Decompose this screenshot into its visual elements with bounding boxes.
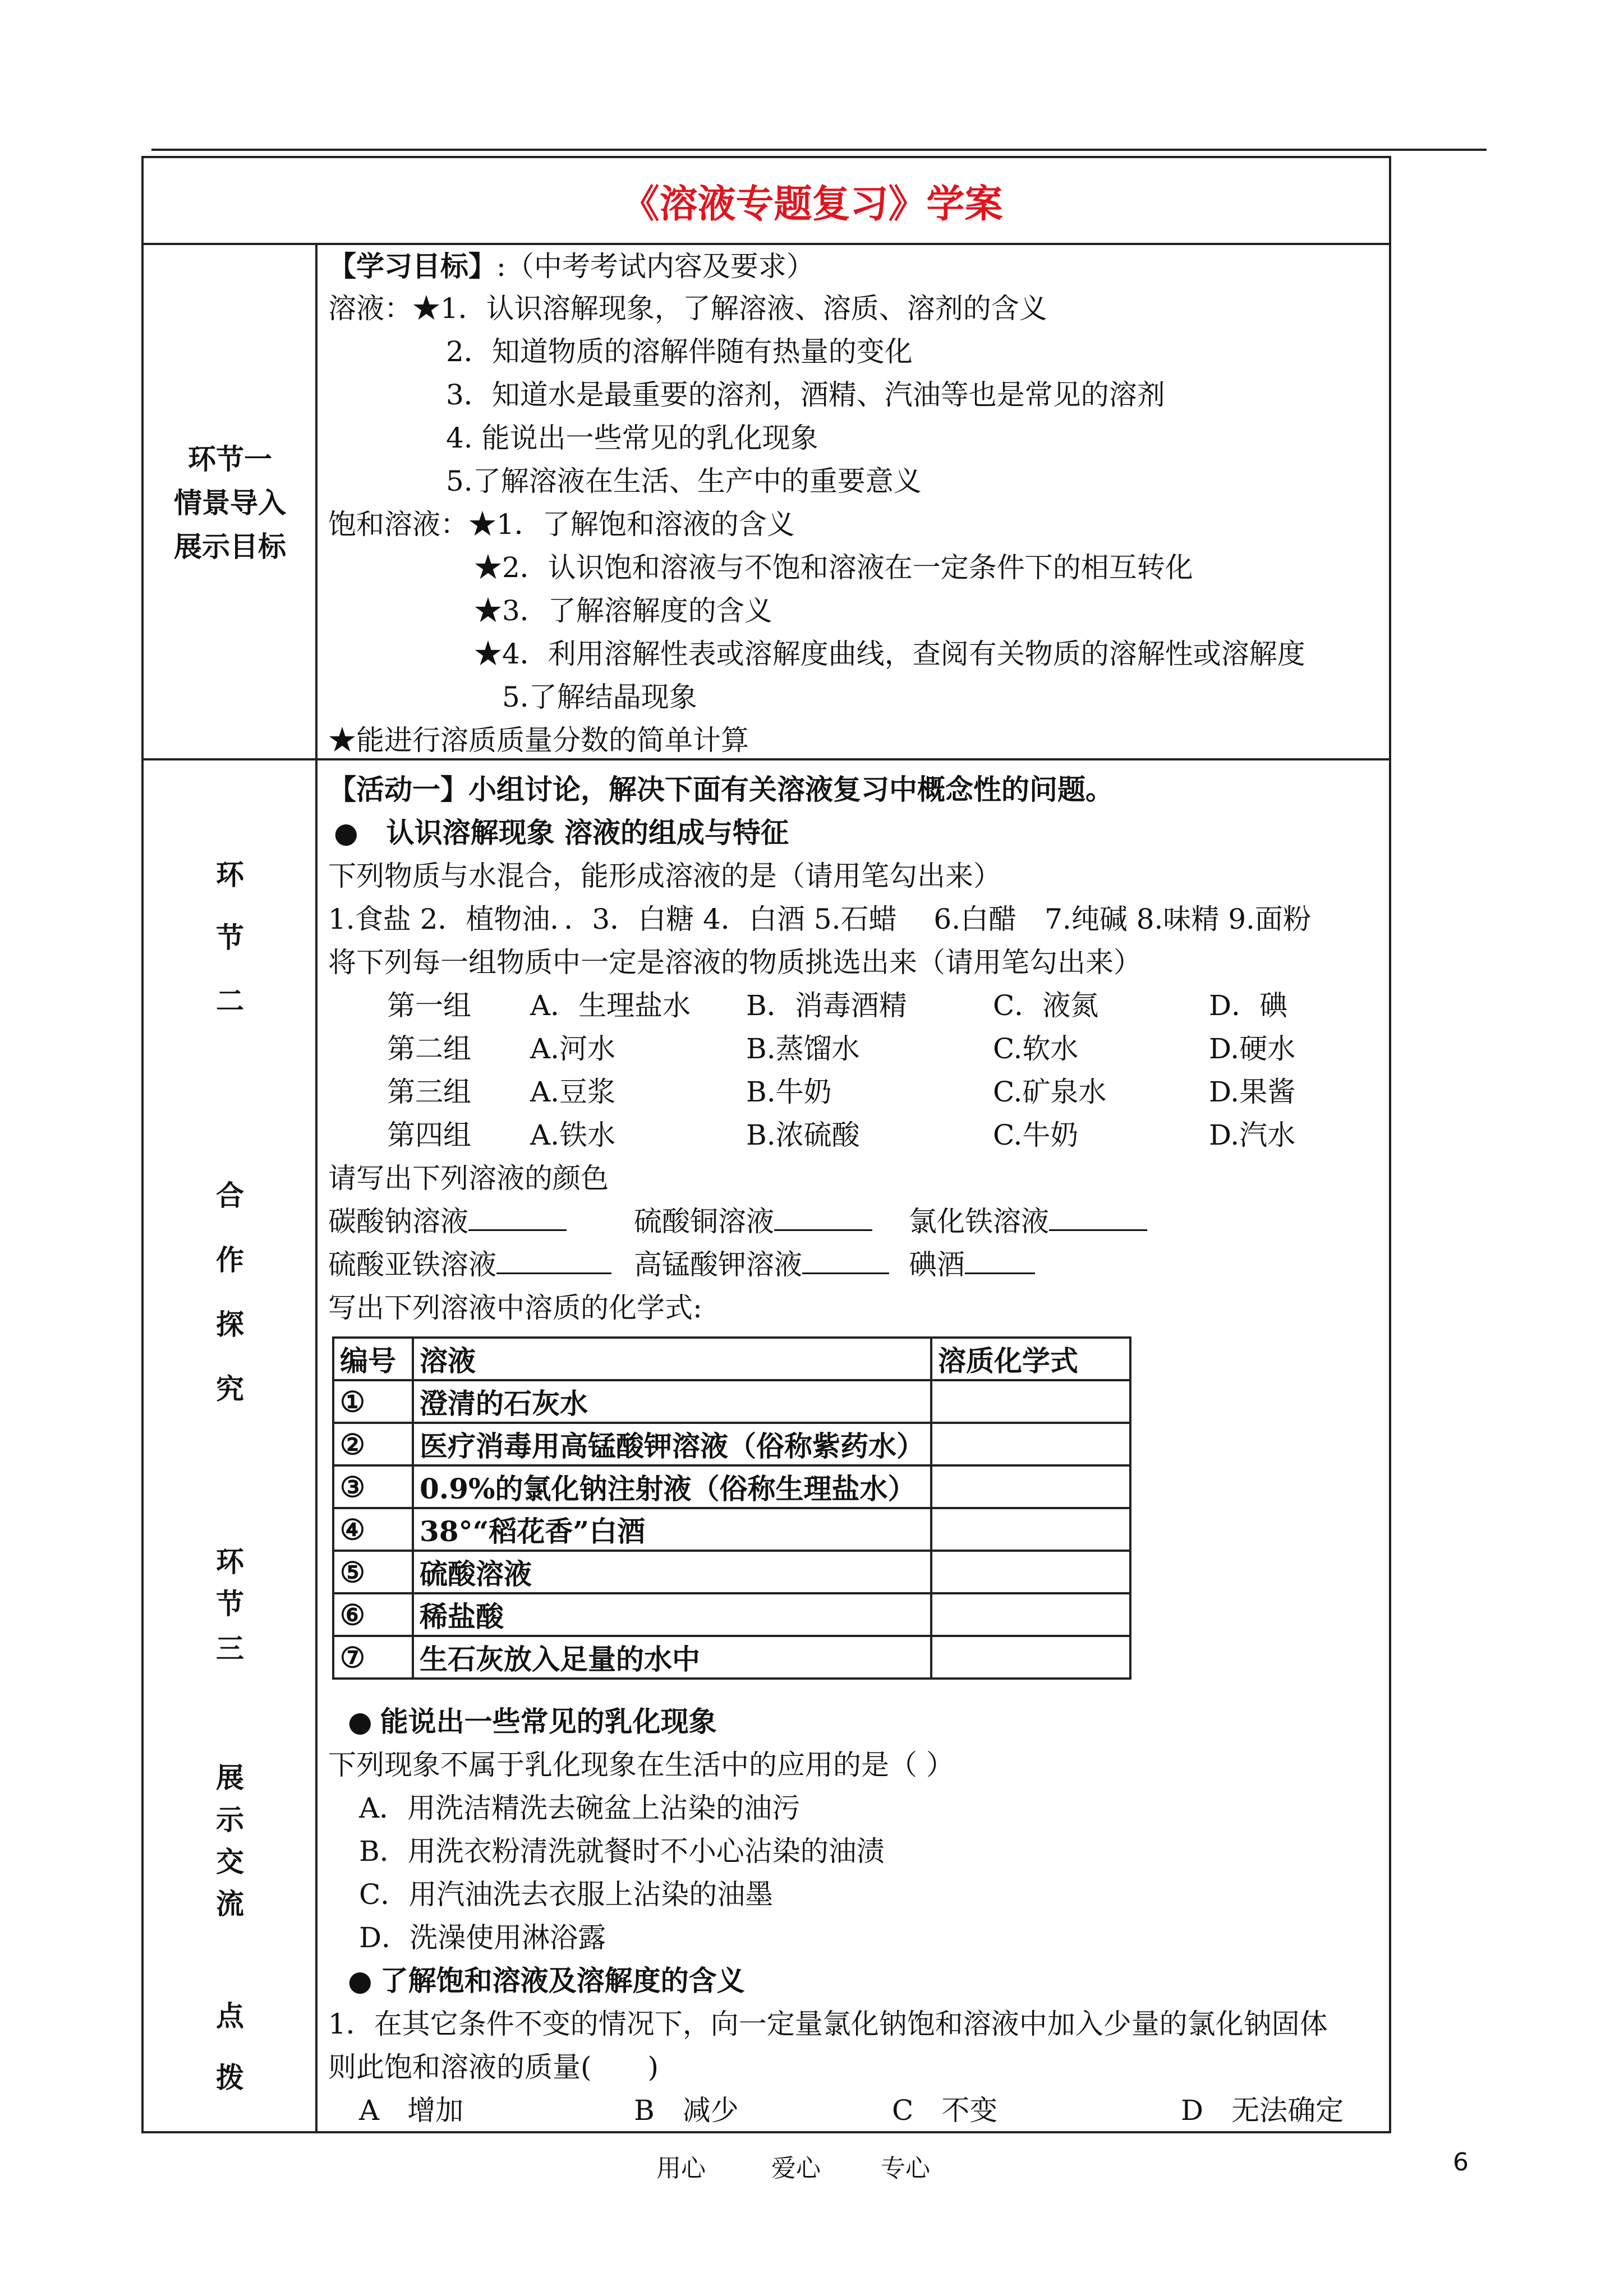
group-option: B.蒸馏水 — [746, 1032, 860, 1065]
section2-char: 二 — [216, 984, 244, 1017]
title-divider — [141, 243, 1391, 245]
question-text: 请写出下列溶液的颜色 — [328, 1162, 609, 1195]
group-option: A．生理盐水 — [530, 989, 691, 1022]
question-option: B 减少 — [634, 2094, 739, 2127]
question-items: 1.食盐 2．植物油．．3．白糖 4．白酒 5.石蜡 6.白醋 7.纯碱 8.味精 9.面粉 — [328, 903, 1312, 935]
answer-blank-line[interactable] — [802, 1250, 889, 1274]
section2-char: 展 — [216, 1761, 244, 1794]
group-name: 第二组 — [387, 1032, 471, 1065]
section1-label — [146, 437, 314, 569]
question-option: C 不变 — [892, 2094, 998, 2127]
color-blank — [634, 1205, 872, 1238]
answer-blank-line[interactable] — [774, 1207, 872, 1231]
group-option: C.牛奶 — [993, 1119, 1079, 1151]
group-option: B．消毒酒精 — [746, 989, 907, 1022]
page-title: 《溶液专题复习》学案 — [621, 182, 1003, 227]
color-blank — [909, 1248, 1035, 1281]
objectives-heading-rest: :（中考考试内容及要求） — [496, 250, 815, 283]
table-row — [333, 1465, 1130, 1508]
table-cell-number: ⑥ — [333, 1593, 413, 1636]
objective-line: 4. 能说出一些常见的乳化现象 — [446, 422, 818, 454]
table-cell-solution: 38°“稻花香”白酒 — [413, 1508, 931, 1551]
section2-char: 交 — [216, 1845, 244, 1878]
question-option: A 增加 — [359, 2094, 464, 2127]
header-rule — [151, 149, 1487, 151]
bullet-heading — [334, 816, 789, 850]
table-cell-number: ⑤ — [333, 1551, 413, 1593]
objective-line: 溶液：★1．认识溶解现象，了解溶液、溶质、溶剂的含义 — [328, 292, 1047, 325]
objective-line: ★4．利用溶解性表或溶解度曲线，查阅有关物质的溶解性或溶解度 — [474, 638, 1305, 670]
table-cell-solution: 稀盐酸 — [413, 1593, 931, 1636]
table-row — [333, 1593, 1130, 1636]
table-cell-solution: 生石灰放入足量的水中 — [413, 1636, 931, 1679]
table-cell-number: ① — [333, 1380, 413, 1423]
question-text: 写出下列溶液中溶质的化学式: — [328, 1292, 702, 1324]
bullet-heading — [348, 1964, 745, 1998]
question-text: 则此饱和溶液的质量( ) — [328, 2051, 659, 2083]
question-text: 下列现象不属于乳化现象在生活中的应用的是（ ） — [328, 1749, 954, 1781]
group-option: A.河水 — [530, 1032, 616, 1065]
section1-label-line: 展示目标 — [174, 530, 286, 563]
section2-char: 合 — [216, 1179, 244, 1212]
table-cell-solution: 0.9%的氯化钠注射液（俗称生理盐水） — [413, 1465, 931, 1508]
group-option: D.硬水 — [1209, 1032, 1296, 1065]
section2-char: 探 — [216, 1308, 244, 1341]
table-row — [333, 1380, 1130, 1423]
table-cell-answer[interactable] — [931, 1551, 1130, 1593]
footer-motto: 用心 — [656, 2154, 706, 2183]
group-option: B.浓硫酸 — [746, 1119, 860, 1151]
section2-char: 节 — [216, 921, 244, 954]
section2-char: 究 — [216, 1372, 244, 1405]
question-option: B．用洗衣粉清洗就餐时不小心沾染的油渍 — [359, 1835, 885, 1868]
objective-line: ★能进行溶质质量分数的简单计算 — [328, 724, 749, 757]
group-option: C.矿泉水 — [993, 1076, 1107, 1108]
section2-char: 节 — [216, 1587, 244, 1620]
bullet-heading-text: 了解饱和溶液及溶解度的含义 — [380, 1964, 745, 1997]
section2-char: 三 — [216, 1632, 244, 1665]
table-header-cell: 溶液 — [413, 1338, 931, 1380]
section2-char: 环 — [216, 858, 244, 891]
answer-blank-line[interactable] — [965, 1250, 1035, 1274]
section1-label-line: 情景导入 — [174, 486, 286, 519]
color-blank-label: 氯化铁溶液 — [909, 1205, 1049, 1238]
table-cell-solution: 医疗消毒用高锰酸钾溶液（俗称紫药水） — [413, 1423, 931, 1465]
bullet-heading-text: 认识溶解现象 溶液的组成与特征 — [386, 816, 789, 849]
table-cell-number: ③ — [333, 1465, 413, 1508]
objectives-heading — [328, 250, 815, 283]
color-blank — [328, 1248, 611, 1281]
question-option: D．洗澡使用淋浴露 — [359, 1921, 606, 1954]
question-option: A．用洗洁精洗去碗盆上沾染的油污 — [359, 1792, 801, 1824]
column-divider — [315, 243, 318, 2133]
question-text: 1．在其它条件不变的情况下，向一定量氯化钠饱和溶液中加入少量的氯化钠固体 — [328, 2008, 1328, 2040]
bullet-dot-icon: ● — [348, 1705, 372, 1738]
group-option: D.汽水 — [1209, 1119, 1296, 1151]
section2-char: 作 — [216, 1243, 244, 1276]
color-blank — [634, 1248, 889, 1281]
section1-label-line: 环节一 — [188, 442, 272, 476]
objective-line: 5.了解结晶现象 — [502, 681, 697, 713]
answer-blank-line[interactable] — [1049, 1207, 1147, 1231]
group-option: D.果酱 — [1209, 1076, 1296, 1108]
question-text: 下列物质与水混合，能形成溶液的是（请用笔勾出来） — [328, 860, 1001, 892]
section2-char: 点 — [216, 1999, 244, 2032]
color-blank-label: 碳酸钠溶液 — [328, 1205, 468, 1238]
color-blank — [909, 1205, 1147, 1238]
table-header-cell: 溶质化学式 — [931, 1338, 1130, 1380]
page-number: 6 — [1453, 2148, 1469, 2177]
solute-table — [332, 1336, 1131, 1680]
color-blank-label: 硫酸铜溶液 — [634, 1205, 774, 1238]
group-option: D．碘 — [1209, 989, 1288, 1022]
answer-blank-line[interactable] — [468, 1207, 567, 1231]
question-option: D 无法确定 — [1181, 2094, 1344, 2127]
group-option: C．液氮 — [993, 989, 1099, 1022]
group-option: C.软水 — [993, 1032, 1079, 1065]
bullet-heading-text: 能说出一些常见的乳化现象 — [380, 1705, 717, 1738]
group-option: B.牛奶 — [746, 1076, 832, 1108]
objective-line: ★3．了解溶解度的含义 — [474, 594, 772, 627]
section2-char: 流 — [216, 1887, 244, 1920]
table-cell-solution: 硫酸溶液 — [413, 1551, 931, 1593]
bullet-dot-icon: ● — [334, 816, 358, 849]
table-cell-answer[interactable] — [931, 1465, 1130, 1508]
answer-blank-line[interactable] — [496, 1250, 611, 1274]
footer-motto: 专心 — [881, 2154, 930, 2183]
color-blank — [328, 1205, 567, 1238]
section-divider — [141, 758, 1391, 760]
section2-char: 示 — [216, 1803, 244, 1836]
group-option: A.铁水 — [530, 1119, 616, 1151]
table-row — [333, 1551, 1130, 1593]
objective-line: 2．知道物质的溶解伴随有热量的变化 — [446, 335, 913, 368]
table-cell-number: ⑦ — [333, 1636, 413, 1679]
table-cell-answer[interactable] — [931, 1593, 1130, 1636]
table-header-row — [333, 1338, 1130, 1380]
bullet-dot-icon: ● — [348, 1964, 372, 1997]
group-name: 第四组 — [387, 1119, 471, 1151]
color-blank-label: 硫酸亚铁溶液 — [328, 1248, 496, 1281]
section2-char: 环 — [216, 1545, 244, 1578]
objectives-heading-bracket: 【学习目标】 — [328, 250, 496, 283]
group-option: A.豆浆 — [530, 1076, 616, 1108]
objective-line: 5.了解溶液在生活、生产中的重要意义 — [446, 465, 922, 497]
group-name: 第一组 — [387, 989, 471, 1022]
table-row — [333, 1508, 1130, 1551]
question-option: C．用汽油洗去衣服上沾染的油墨 — [359, 1878, 774, 1911]
objective-line: 饱和溶液：★1．了解饱和溶液的含义 — [328, 508, 795, 541]
activity-heading: 【活动一】小组讨论，解决下面有关溶液复习中概念性的问题。 — [328, 773, 1114, 806]
table-row — [333, 1423, 1130, 1465]
table-cell-solution: 澄清的石灰水 — [413, 1380, 931, 1423]
objective-line: ★2．认识饱和溶液与不饱和溶液在一定条件下的相互转化 — [474, 551, 1193, 584]
section2-char: 拨 — [216, 2061, 244, 2094]
color-blank-label: 碘酒 — [909, 1248, 965, 1281]
bullet-heading — [348, 1705, 717, 1739]
table-cell-answer[interactable] — [931, 1636, 1130, 1679]
table-cell-number: ② — [333, 1423, 413, 1465]
color-blank-label: 高锰酸钾溶液 — [634, 1248, 802, 1281]
objective-line: 3．知道水是最重要的溶剂，酒精、汽油等也是常见的溶剂 — [446, 379, 1165, 411]
group-name: 第三组 — [387, 1076, 471, 1108]
table-cell-answer[interactable] — [931, 1508, 1130, 1551]
footer-motto: 爱心 — [771, 2154, 821, 2183]
table-header-cell: 编号 — [333, 1338, 413, 1380]
table-cell-answer[interactable] — [931, 1423, 1130, 1465]
question-text: 将下列每一组物质中一定是溶液的物质挑选出来（请用笔勾出来） — [328, 946, 1142, 979]
table-cell-answer[interactable] — [931, 1380, 1130, 1423]
table-row — [333, 1636, 1130, 1679]
table-cell-number: ④ — [333, 1508, 413, 1551]
